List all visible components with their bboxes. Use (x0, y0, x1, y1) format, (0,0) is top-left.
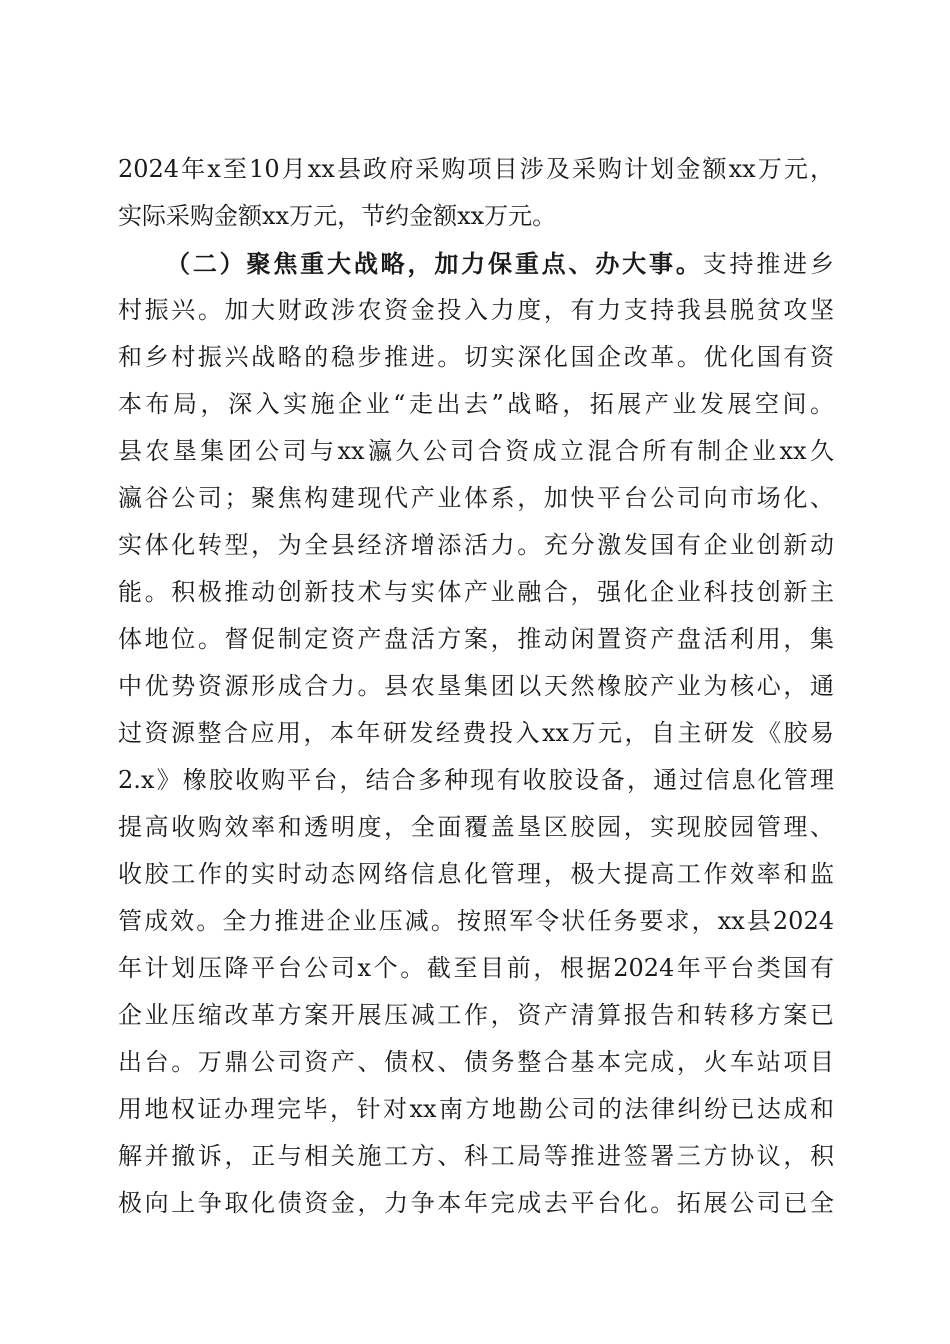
paragraph-2-line: 企业压缩改革方案开展压减工作，资产清算报告和转移方案已 (118, 1001, 834, 1029)
paragraph-2-line: 2.x》橡胶收购平台，结合多种现有收胶设备，通过信息化管理 (118, 766, 834, 794)
paragraph-2-line: 管成效。全力推进企业压减。按照军令状任务要求，xx县2024 (118, 907, 834, 935)
paragraph-2-line: 中优势资源形成合力。县农垦集团以天然橡胶产业为核心，通 (118, 672, 834, 700)
paragraph-1-line-2: 实际采购金额xx万元，节约金额xx万元。 (118, 202, 557, 230)
paragraph-2-line: 村振兴。加大财政涉农资金投入力度，有力支持我县脱贫攻坚 (118, 296, 834, 324)
paragraph-2-line: 年计划压降平台公司x个。截至目前，根据2024年平台类国有 (118, 954, 834, 982)
paragraph-2-line: 本布局，深入实施企业“走出去”战略，拓展产业发展空间。 (118, 390, 834, 418)
paragraph-2-line: 出台。万鼎公司资产、债权、债务整合基本完成，火车站项目 (118, 1048, 834, 1076)
paragraph-2-line: 和乡村振兴战略的稳步推进。切实深化国企改革。优化国有资 (118, 343, 834, 371)
paragraph-2-line: 提高收购效率和透明度，全面覆盖垦区胶园，实现胶园管理、 (118, 813, 834, 841)
document-body (118, 146, 834, 1227)
paragraph-2-line-1-rest: 支持推进乡 (702, 250, 835, 278)
paragraph-2-line: 体地位。督促制定资产盘活方案，推动闲置资产盘活利用，集 (118, 625, 834, 653)
section-heading: （二）聚焦重大战略，加力保重点、办大事。 (166, 249, 703, 278)
paragraph-2-line: 解并撤诉，正与相关施工方、科工局等推进签署三方协议，积 (118, 1142, 834, 1170)
paragraph-2-line: 实体化转型，为全县经济增添活力。充分激发国有企业创新动 (118, 531, 834, 559)
paragraph-2-line: 收胶工作的实时动态网络信息化管理，极大提高工作效率和监 (118, 860, 834, 888)
paragraph-2-line: 瀛谷公司；聚焦构建现代产业体系，加快平台公司向市场化、 (118, 484, 834, 512)
paragraph-2-line: 极向上争取化债资金，力争本年完成去平台化。拓展公司已全 (118, 1189, 834, 1217)
paragraph-2-line: 县农垦集团公司与xx瀛久公司合资成立混合所有制企业xx久 (118, 437, 834, 465)
paragraph-2-line: 过资源整合应用，本年研发经费投入xx万元，自主研发《胶易 (118, 719, 834, 747)
paragraph-2-line: 用地权证办理完毕，针对xx南方地勘公司的法律纠纷已达成和 (118, 1095, 834, 1123)
paragraph-1-line-1: 2024年x至10月xx县政府采购项目涉及采购计划金额xx万元， (118, 155, 834, 183)
paragraph-2-line-1 (118, 240, 834, 287)
paragraph-2-line: 能。积极推动创新技术与实体产业融合，强化企业科技创新主 (118, 578, 834, 606)
